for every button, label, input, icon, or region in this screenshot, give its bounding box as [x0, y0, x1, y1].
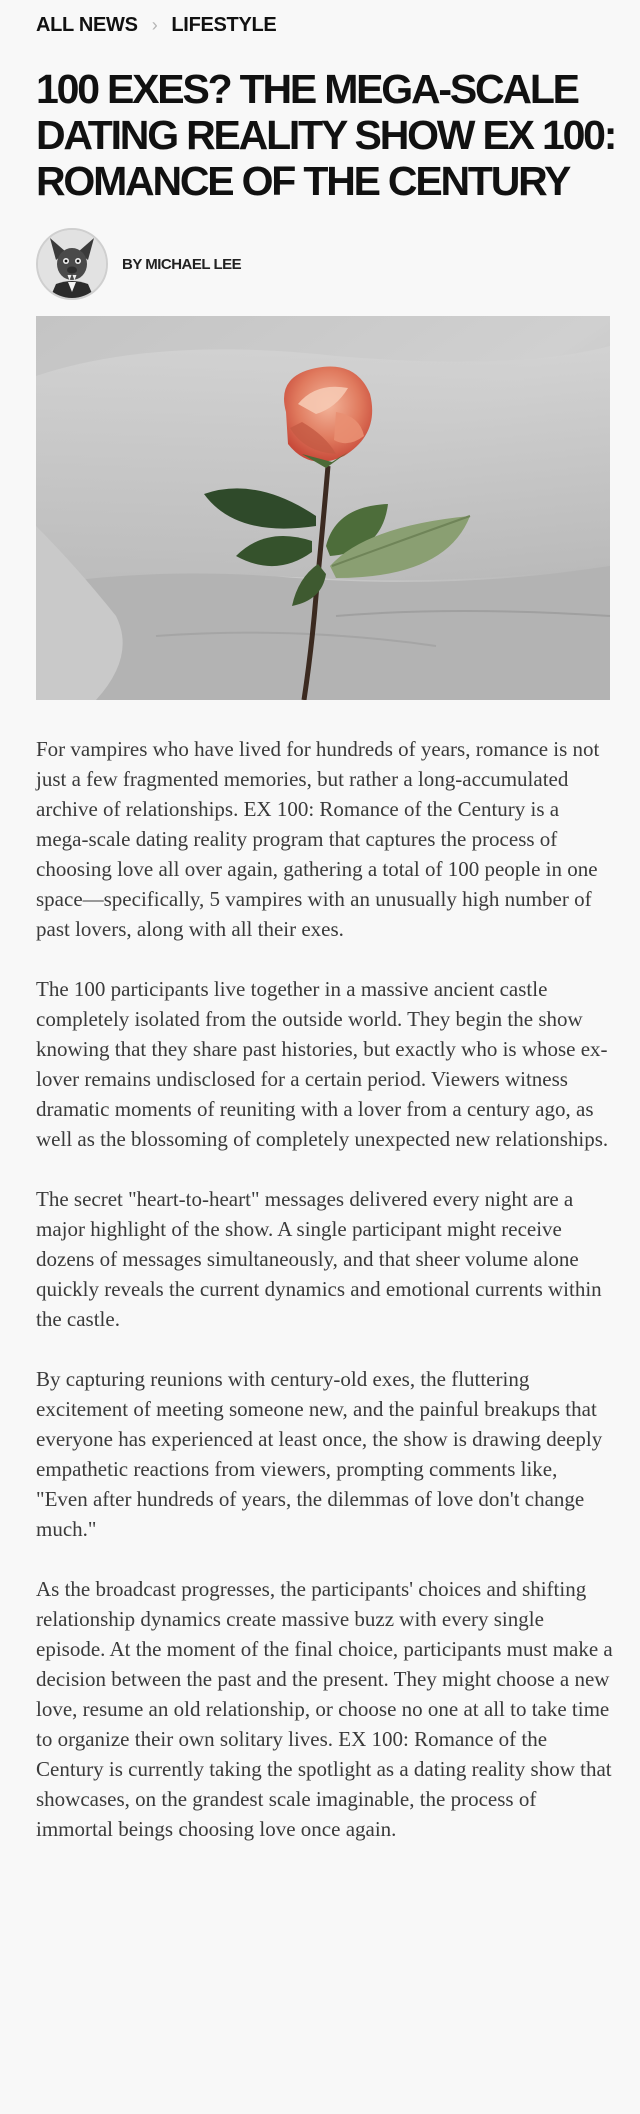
- breadcrumb: [36, 14, 276, 37]
- chevron-right-icon: ›: [151, 15, 158, 35]
- article-title: 100 EXES? THE MEGA-SCALE DATING REALITY SHOW EX 100: ROMANCE OF THE CENTURY: [36, 66, 616, 204]
- author-avatar[interactable]: [36, 228, 108, 300]
- author-name[interactable]: BY MICHAEL LEE: [122, 255, 242, 273]
- article-paragraph: For vampires who have lived for hundreds of years, romance is not just a few fragmented memories, but rather a long-accumulated archive of relationships. EX 100: Romance of the Century is a mega-scale dating reality program that captures the process of choosing love all over again, gathering a total of 100 people in one space—specifically, 5 vampires with an unusually high number of past lovers, along with all their exes.: [36, 737, 600, 941]
- bat-creature-icon: [38, 230, 106, 298]
- article-body: [36, 734, 614, 1874]
- article-paragraph: As the broadcast progresses, the participants' choices and shifting relationship dynamics create massive buzz with every single episode. At the moment of the final choice, participants must make a decision between the past and the present. They might choose a new love, resume an old relationship, or choose no one at all to take time to organize their own solitary lives. EX 100: Romance of the Century is currently taking the spotlight as a dating reality show that showcases, on the grandest scale imaginable, the process of immortal beings choosing love once again.: [36, 1577, 613, 1841]
- breadcrumb-all-news[interactable]: ALL NEWS: [36, 14, 138, 36]
- hero-image: [36, 316, 610, 700]
- article-paragraph: The secret "heart-to-heart" messages delivered every night are a major highlight of the show. A single participant might receive dozens of messages simultaneously, and that sheer volume alone quickly reveals the current dynamics and emotional currents within the castle.: [36, 1187, 602, 1331]
- breadcrumb-lifestyle[interactable]: LIFESTYLE: [171, 14, 277, 36]
- article-paragraph: By capturing reunions with century-old exes, the fluttering excitement of meeting someone new, and the painful breakups that everyone has experienced at least once, the show is drawing deeply empathetic reactions from viewers, prompting comments like, "Even after hundreds of years, the dilemmas of love don't change much.": [36, 1367, 603, 1541]
- article-paragraph: The 100 participants live together in a massive ancient castle completely isolated from the outside world. They begin the show knowing that they share past histories, but exactly who is whose ex-lover remains undisclosed for a certain period. Viewers witness dramatic moments of reuniting with a lover from a century ago, as well as the blossoming of completely unexpected new relationships.: [36, 977, 609, 1151]
- byline: [36, 228, 241, 300]
